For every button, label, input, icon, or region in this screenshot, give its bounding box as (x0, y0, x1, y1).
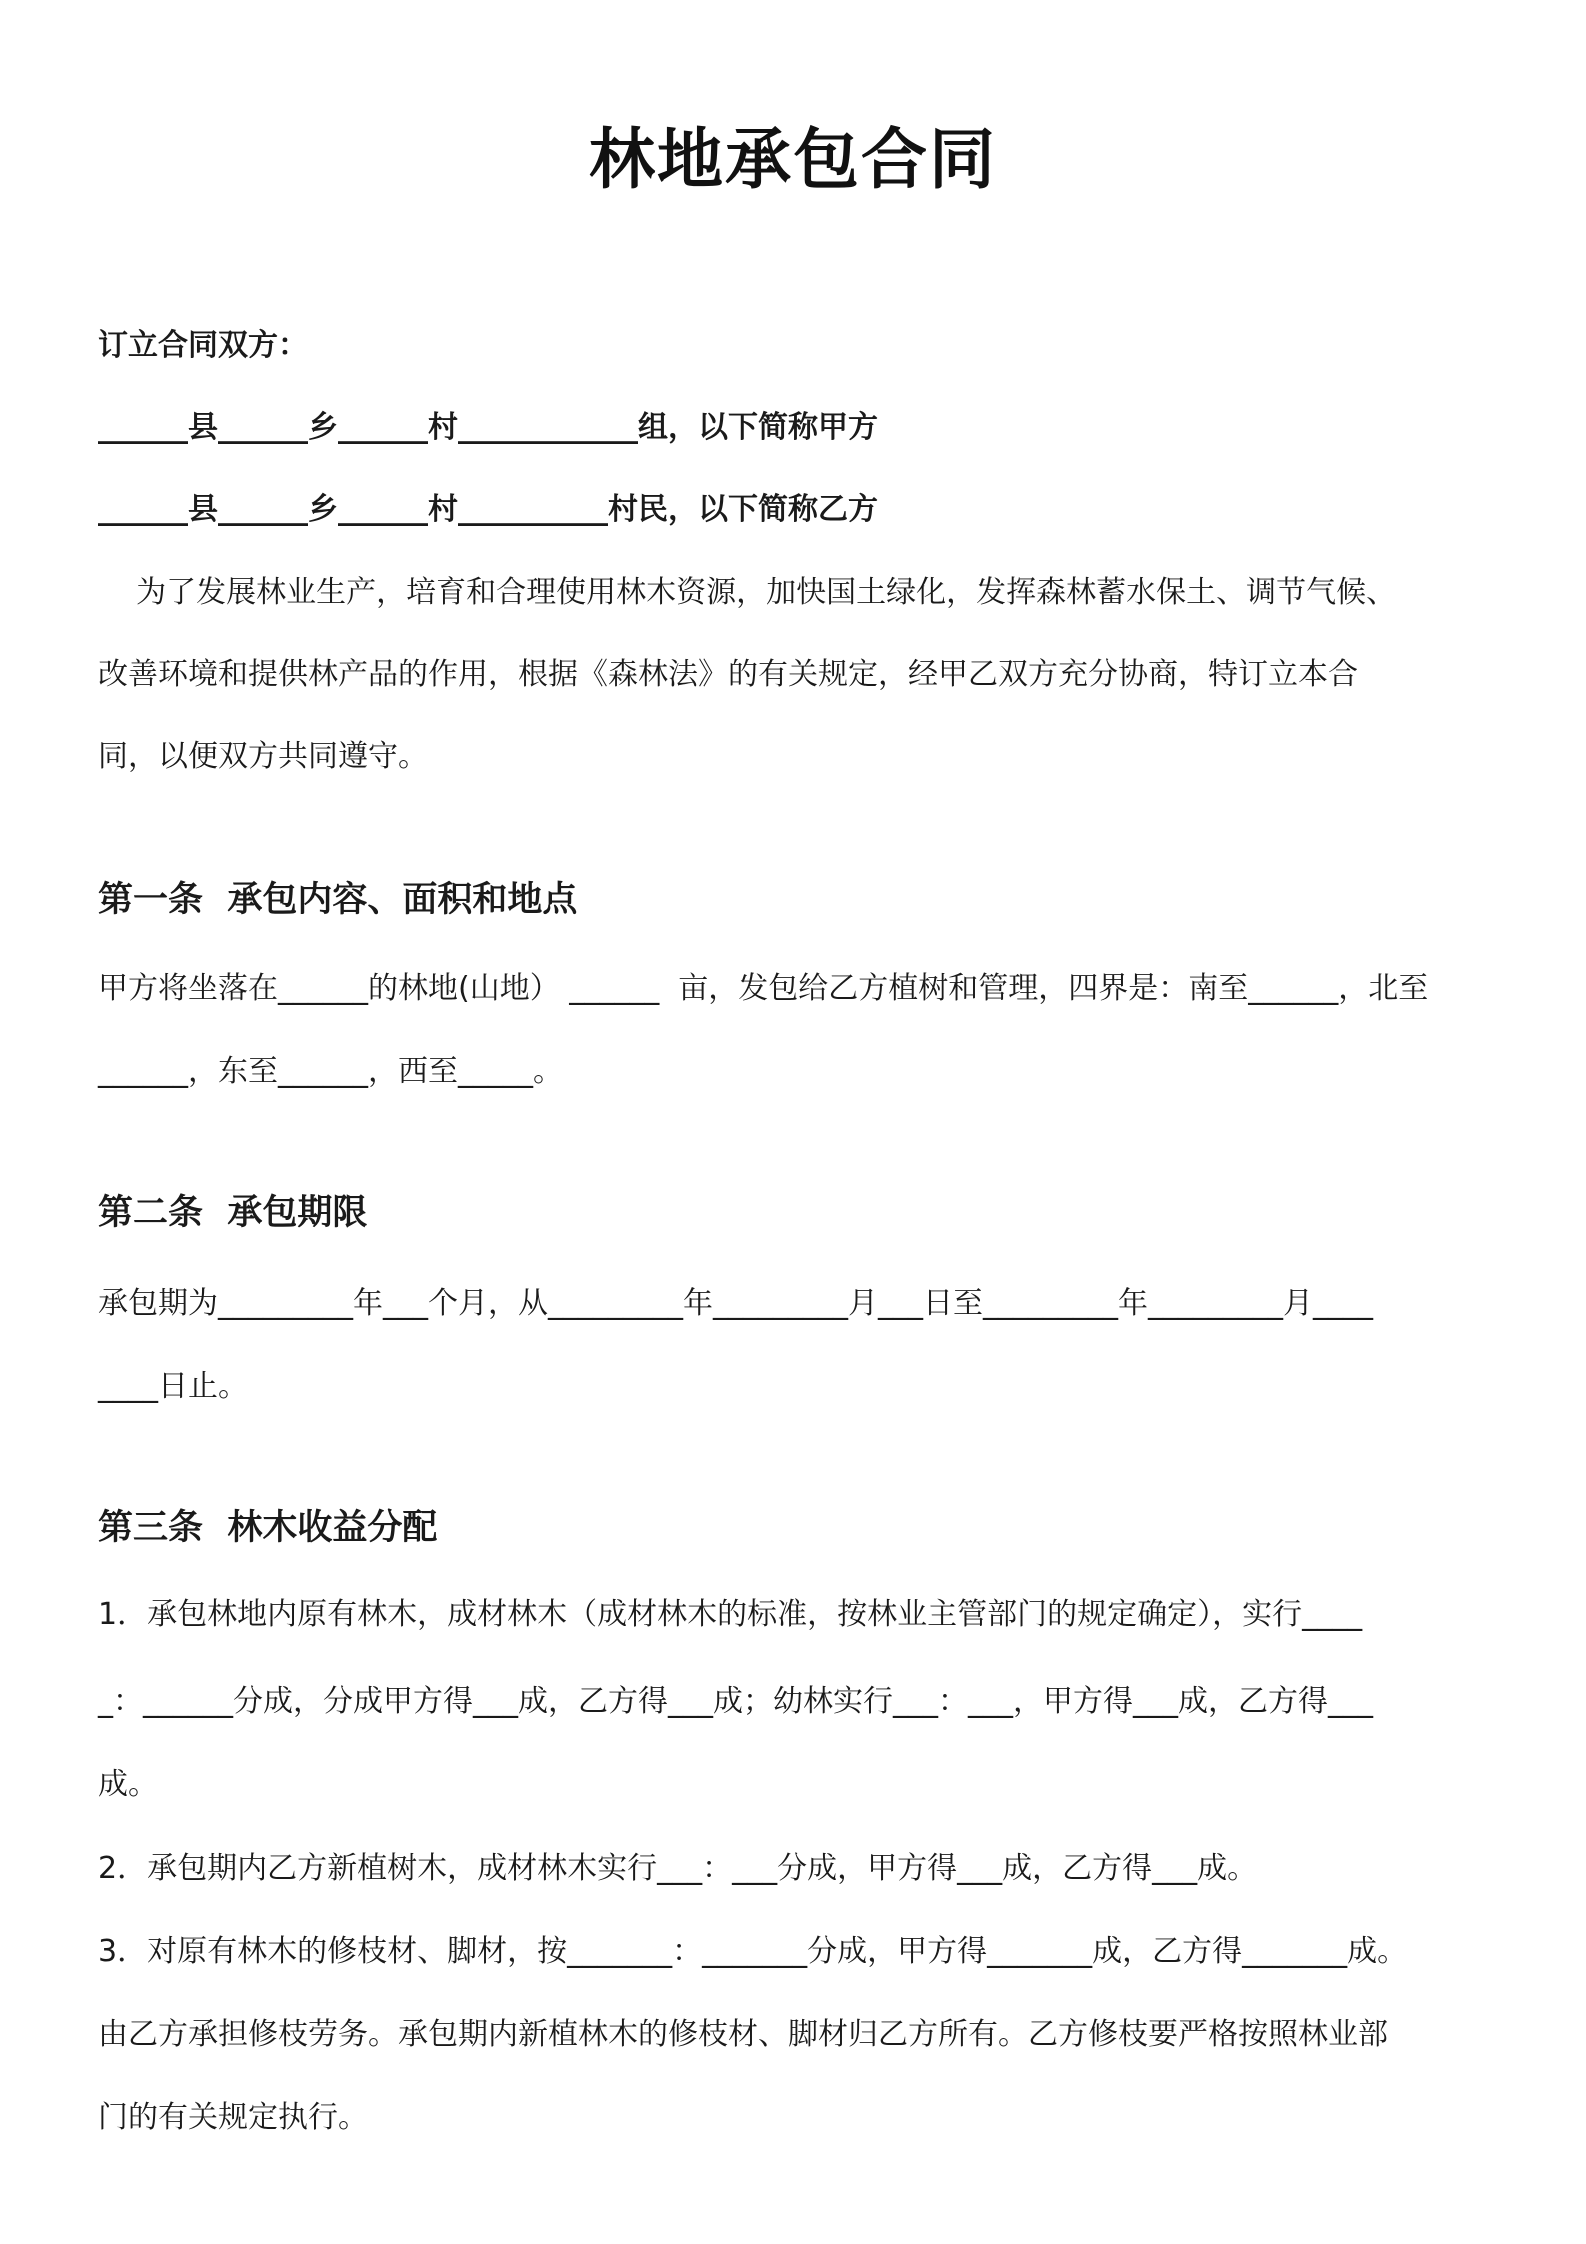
article-2-heading: 第二条 承包期限 (98, 1193, 368, 1233)
article-3-line: 成。 (98, 1767, 158, 1802)
article-1-line: 甲方将坐落在______的林地(山地） ______ 亩，发包给乙方植树和管理，四界是：南至______，北至 (98, 971, 1429, 1006)
preamble-line: 为了发展林业生产，培育和合理使用林木资源，加快国土绿化，发挥森林蓄水保土、调节气候、 (98, 575, 1397, 610)
article-1-line: ______，东至______，西至_____。 (98, 1054, 563, 1089)
article-3-line: 1．承包林地内原有林木，成材林木（成材林木的标准，按林业主管部门的规定确定），实行____ (98, 1597, 1363, 1632)
article-3-line: 门的有关规定执行。 (98, 2100, 368, 2135)
article-2-line: 承包期为_________年___个月，从_________年_________月___日至_________年_________月____ (98, 1286, 1373, 1321)
article-3-line: 2．承包期内乙方新植树木，成材林木实行___：___分成，甲方得___成，乙方得___成。 (98, 1851, 1258, 1886)
party-b-line: ______县______乡______村__________村民，以下简称乙方 (98, 492, 878, 527)
preamble-line: 同，以便双方共同遵守。 (98, 739, 428, 774)
article-3-line: 由乙方承担修枝劳务。承包期内新植林木的修枝材、脚材归乙方所有。乙方修枝要严格按照林业部 (98, 2017, 1388, 2052)
article-3-heading: 第三条 林木收益分配 (98, 1508, 438, 1548)
article-2-line: ____日止。 (98, 1369, 248, 1404)
article-1-heading: 第一条 承包内容、面积和地点 (98, 880, 578, 920)
page-title: 林地承包合同 (589, 121, 997, 198)
party-a-line: ______县______乡______村____________组，以下简称甲方 (98, 410, 878, 445)
article-3-line: 3．对原有林木的修枝材、脚材，按_______：_______分成，甲方得_______成，乙方得_______成。 (98, 1934, 1408, 1969)
parties-label: 订立合同双方： (98, 328, 308, 363)
preamble-line: 改善环境和提供林产品的作用，根据《森林法》的有关规定，经甲乙双方充分协商，特订立本合 (98, 657, 1358, 692)
article-3-line: _：______分成，分成甲方得___成，乙方得___成；幼林实行___：___，甲方得___成，乙方得___ (98, 1684, 1373, 1719)
